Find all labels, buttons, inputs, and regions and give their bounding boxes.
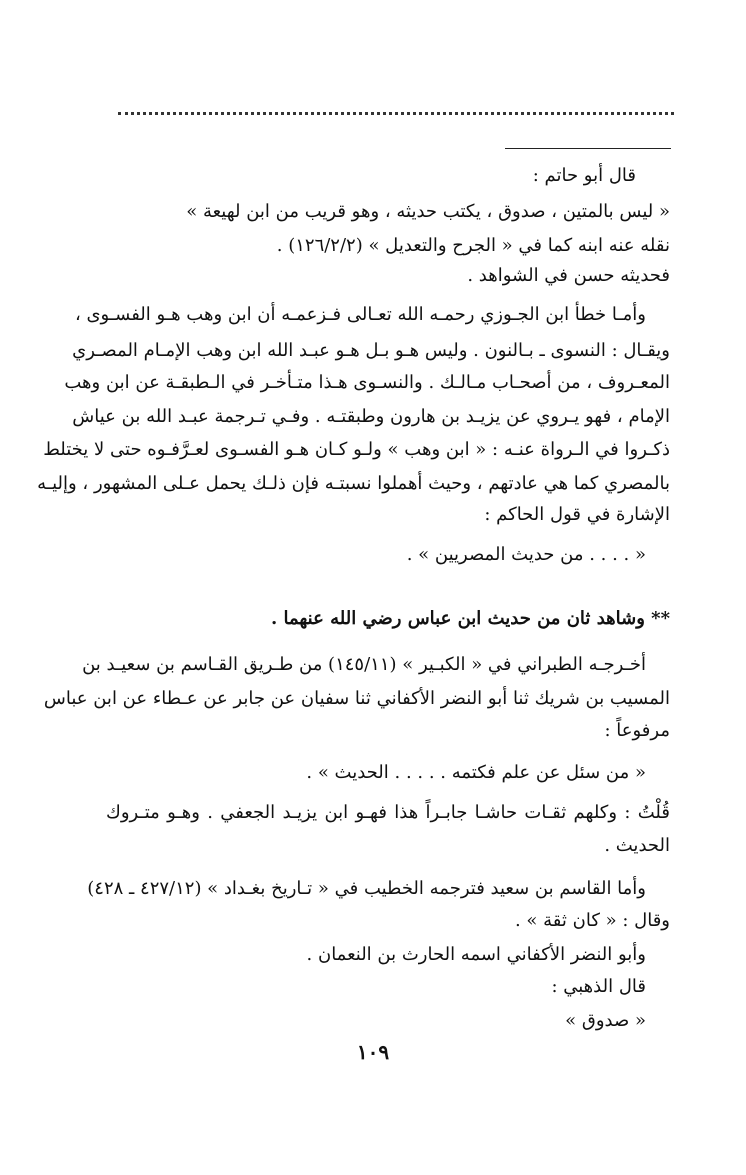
page-number: ١٠٩ <box>356 1040 390 1064</box>
text-line: قال الذهبي : <box>551 976 646 997</box>
quote-line: « . . . . من حديث المصريين » . <box>406 544 646 565</box>
text-line: قال أبو حاتم : <box>532 165 636 186</box>
text-line: ذكـروا في الـرواة عنـه : « ابن وهب » ولـو كـان هـو الفسـوى لعـرَّفـوه حتى لا يختلط <box>43 439 670 460</box>
text-line: ويقـال : النسوى ـ بـالنون . وليس هـو بـل هـو عبـد الله ابن وهب الإمـام المصـري <box>72 340 670 361</box>
text-line: الحديث . <box>604 835 670 856</box>
text-line: نقله عنه ابنه كما في « الجرح والتعديل » (١٢٦/٢/٢) . <box>276 235 670 256</box>
text-line: الإشارة في قول الحاكم : <box>484 504 670 525</box>
text-line: بالمصري كما هي عادتهم ، وحيث أهملوا نسبتـه فإن ذلـك يحمل عـلى المشهور ، وإليـه <box>37 473 670 494</box>
text-line: وأمـا خطأ ابن الجـوزي رحمـه الله تعـالى فـزعمـه أن ابن وهب هـو الفسـوى ، <box>74 304 646 325</box>
text-line: قُلْتُ : وكلهم ثقـات حاشـا جابـراً هذا فهـو ابن يزيـد الجعفي . وهـو متـروك <box>106 802 670 823</box>
quote-line: « صدوق » <box>565 1010 646 1031</box>
text-line: مرفوعاً : <box>604 720 670 741</box>
quote-line: « من سئل عن علم فكتمه . . . . . الحديث » . <box>306 762 646 783</box>
text-line: وأما القاسم بن سعيد فترجمه الخطيب في « تـاريخ بغـداد » (٤٢٧/١٢ ـ ٤٢٨) <box>87 878 646 899</box>
text-line: « ليس بالمتين ، صدوق ، يكتب حديثه ، وهو قريب من ابن لهيعة » <box>186 201 670 222</box>
text-line: المسيب بن شريك ثنا أبو النضر الأكفاني ثنا سفيان عن جابر عن عـطاء عن ابن عباس <box>43 688 670 709</box>
text-line: المعـروف ، من أصحـاب مـالـك . والنسـوى هـذا متـأخـر في الـطبقـة عن ابن وهب <box>64 372 670 393</box>
section-heading: ** وشاهد ثان من حديث ابن عباس رضي الله عنهما . <box>270 608 670 629</box>
text-line: الإمام ، فهو يـروي عن يزيـد بن هارون وطبقتـه . وفـي تـرجمة عبـد الله بن عياش <box>72 406 670 427</box>
header-dotted-rule <box>118 112 674 115</box>
text-line: أخـرجـه الطبراني في « الكبـير » (١٤٥/١١) من طـريق القـاسم بن سعيـد بن <box>82 654 646 675</box>
text-line: فحديثه حسن في الشواهد . <box>467 265 670 286</box>
text-line: وأبو النضر الأكفاني اسمه الحارث بن النعمان . <box>306 944 646 965</box>
text-line: وقال : « كان ثقة » . <box>514 910 670 931</box>
header-short-rule <box>505 148 671 149</box>
